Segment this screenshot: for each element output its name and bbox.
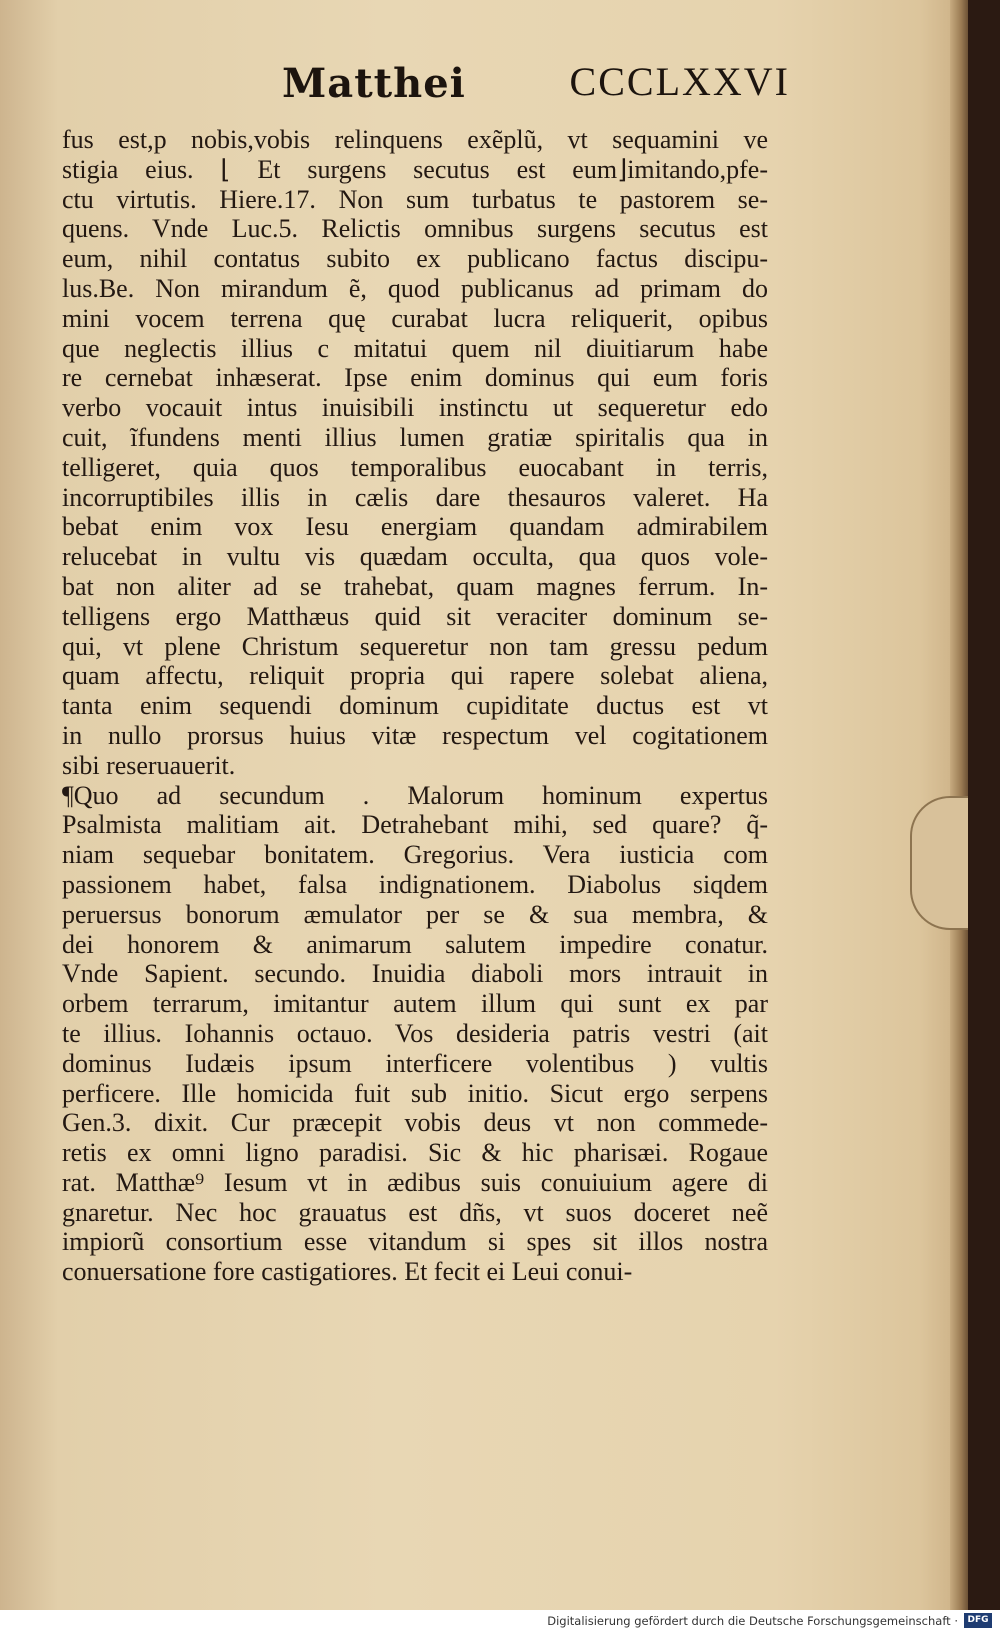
text-line: cuit, ĩfundens menti illius lumen gratiæ spiritalis qua in [62,422,768,452]
text-line: orbem terrarum, imitantur autem illum qui sunt ex par [62,989,768,1019]
text-line: lus.Be. Non mirandum ẽ, quod publicanus ad primam do [62,273,768,303]
text-line: eum, nihil contatus subito ex publicano factus discipu- [62,244,768,274]
text-line: bebat enim vox Iesu energiam quandam admirabilem [62,512,768,542]
text-line: Vnde Sapient. secundo. Inuidia diaboli mors intrauit in [62,959,768,989]
text-line: telligeret, quia quos temporalibus euocabant in terris, [62,452,768,482]
text-line: ctu virtutis. Hiere.17. Non sum turbatus te pastorem se- [62,184,768,214]
text-line: ¶Quo ad secundum . Malorum hominum expertus [62,780,768,810]
text-line: rat. Matthæ⁹ Iesum vt in ædibus suis conuiuium agere di [62,1167,768,1197]
text-line: sibi reseruauerit. [62,750,236,780]
text-line: passionem habet, falsa indignationem. Diabolus siqdem [62,869,768,899]
text-line: impiorũ consortium esse vitandum si spes sit illos nostra [62,1227,768,1257]
text-line: re cernebat inhæserat. Ipse enim dominus qui eum foris [62,363,768,393]
text-line: gnaretur. Nec hoc grauatus est dñs, vt suos doceret neẽ [62,1197,768,1227]
folio-number: CCCLXXVI [569,59,790,104]
text-line: que neglectis illius c mitatui quem nil diuitiarum habe [62,333,768,363]
digitization-credit: Digitalisierung gefördert durch die Deutsche Forschungsgemeinschaft · [547,1614,958,1628]
text-line: stigia eius. ⌊ Et surgens secutus est eum⌋imitando,pfe- [62,154,768,184]
text-line: Gen.3. dixit. Cur præcepit vobis deus vt non commede- [62,1108,768,1138]
text-line: incorruptibiles illis in cælis dare thesauros valeret. Ha [62,482,768,512]
text-line: niam sequebar bonitatem. Gregorius. Vera iusticia com [62,840,768,870]
text-line: peruersus bonorum æmulator per se & sua membra, & [62,899,768,929]
text-line: relucebat in vultu vis quædam occulta, qua quos vole- [62,542,768,572]
text-line: retis ex omni ligno paradisi. Sic & hic pharisæi. Rogaue [62,1138,768,1168]
paragraph-2 [62,781,768,1288]
text-block [62,125,768,1287]
running-title: Matthei [282,60,466,107]
text-line: Psalmista malitiam ait. Detrahebant mihi, sed quare? q̃- [62,810,768,840]
dfg-logo: DFG [964,1613,992,1628]
text-line: te illius. Iohannis octauo. Vos desideria patris vestri (ait [62,1018,768,1048]
text-line: bat non aliter ad se trahebat, quam magnes ferrum. In- [62,571,768,601]
text-line: verbo vocauit intus inuisibili instinctu ut sequeretur edo [62,393,768,423]
footer-bar [0,1610,1000,1632]
text-line: tanta enim sequendi dominum cupiditate ductus est vt [62,691,768,721]
text-line: dominus Iudæis ipsum interficere volentibus ) vultis [62,1048,768,1078]
running-head [270,58,790,118]
text-line: fus est,p nobis,vobis relinquens exẽplũ, vt sequamini ve [62,125,768,154]
text-line: quens. Vnde Luc.5. Relictis omnibus surgens secutus est [62,214,768,244]
paragraph-1 [62,125,768,781]
text-line: qui, vt plene Christum sequeretur non tam gressu pedum [62,631,768,661]
page-tab [910,796,968,930]
text-line: perficere. Ille homicida fuit sub initio. Sicut ergo serpens [62,1078,768,1108]
text-line: quam affectu, reliquit propria qui rapere solebat aliena, [62,661,768,691]
text-line: conuersatione fore castigatiores. Et fecit ei Leui conui- [62,1257,633,1287]
text-line: in nullo prorsus huius vitæ respectum vel cogitationem [62,720,768,750]
text-line: dei honorem & animarum salutem impedire conatur. [62,929,768,959]
text-line: mini vocem terrena quę curabat lucra reliquerit, opibus [62,303,768,333]
text-line: telligens ergo Matthæus quid sit veraciter dominum se- [62,601,768,631]
